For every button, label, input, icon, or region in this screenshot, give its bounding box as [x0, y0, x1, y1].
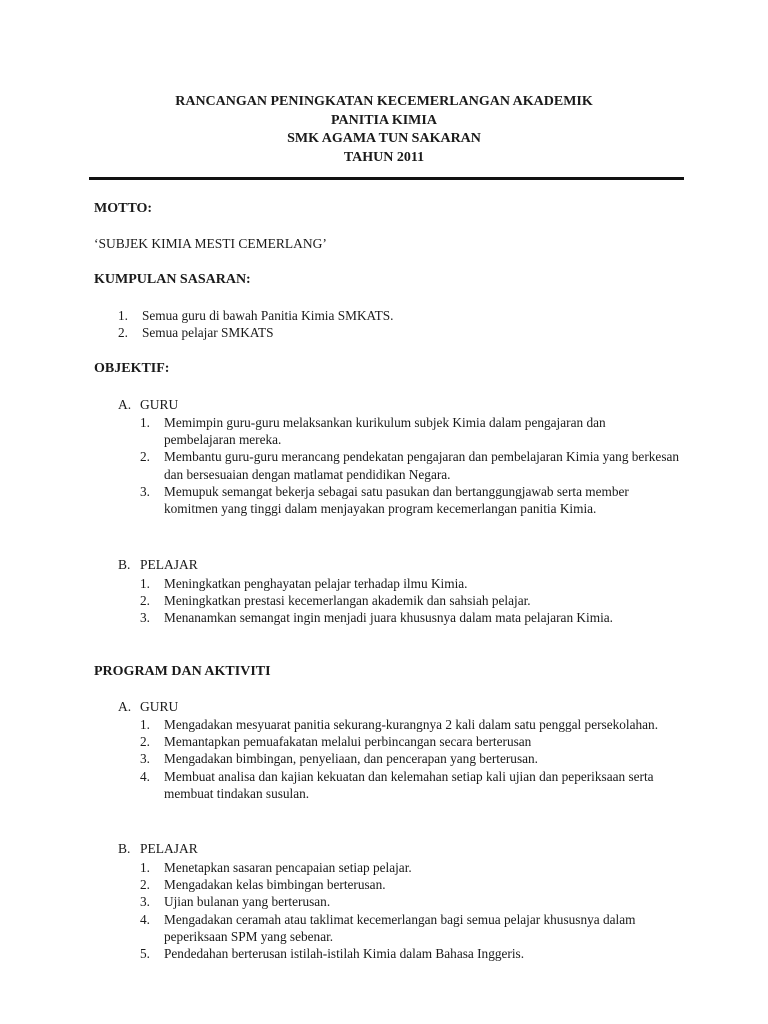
header-year: TAHUN 2011: [343, 149, 425, 165]
list-item: [140, 859, 680, 876]
list-item: [140, 945, 680, 962]
list-number: 1.: [140, 415, 150, 430]
list-text: Membantu guru-guru merancang pendekatan pengajaran dan pembelajaran Kimia yang berkesan dan bersesuaian dengan matlamat pendidikan Negara.: [164, 449, 680, 482]
list-number: 2.: [140, 593, 150, 609]
list-item: [118, 307, 678, 324]
list-text: Semua guru di bawah Panitia Kimia SMKATS.: [142, 308, 394, 323]
list-number: 5.: [140, 946, 150, 962]
list-text: Ujian bulanan yang berterusan.: [164, 894, 331, 910]
objektif-heading: OBJEKTIF:: [94, 361, 170, 376]
list-number: 1.: [140, 860, 150, 875]
motto-heading: MOTTO:: [94, 201, 153, 216]
objektif-pelajar-list: [140, 575, 680, 627]
list-item: [140, 911, 680, 945]
list-item: [140, 750, 680, 767]
list-number: 3.: [140, 894, 150, 910]
list-item: [140, 483, 680, 517]
list-text: Menetapkan sasaran pencapaian setiap pelajar.: [164, 860, 412, 875]
list-text: Membuat analisa dan kajian kekuatan dan kelemahan setiap kali ujian dan peperiksaan serta membuat tindakan susulan.: [164, 768, 654, 801]
program-guru-list: [140, 716, 680, 802]
list-number: 3.: [140, 751, 150, 767]
section-letter: B.: [118, 841, 131, 856]
list-item: [140, 733, 680, 750]
list-item: [140, 876, 680, 893]
list-number: 1.: [140, 576, 150, 591]
list-text: Meningkatkan prestasi kecemerlangan akademik dan sahsiah pelajar.: [164, 593, 531, 609]
list-item: [140, 768, 680, 802]
header-panel: PANITIA KIMIA: [331, 112, 437, 128]
list-item: [140, 414, 680, 448]
list-item: [140, 716, 680, 733]
list-text: Mengadakan kelas bimbingan berterusan.: [164, 877, 386, 893]
document-header: [0, 93, 768, 167]
list-text: Menanamkan semangat ingin menjadi juara khususnya dalam mata pelajaran Kimia.: [164, 610, 613, 626]
program-pelajar-list: [140, 859, 680, 962]
list-number: 1.: [140, 717, 150, 732]
list-text: Pendedahan berterusan istilah-istilah Kimia dalam Bahasa Inggeris.: [164, 946, 525, 962]
list-item: [140, 592, 680, 609]
list-number: 2.: [140, 449, 150, 465]
list-number: 2.: [140, 877, 150, 893]
list-item: [140, 448, 680, 482]
section-label: PELAJAR: [140, 841, 198, 856]
list-number: 3.: [140, 483, 150, 499]
kumpulan-sasaran-list: [118, 307, 678, 341]
list-number: 2.: [140, 734, 150, 750]
list-number: 4.: [140, 768, 150, 784]
list-item: [140, 609, 680, 626]
list-number: 4.: [140, 911, 150, 927]
list-text: Memupuk semangat bekerja sebagai satu pasukan dan bertanggungjawab serta member komitmen yang tinggi dalam menjayakan program kecemerlangan panitia Kimia.: [164, 483, 629, 517]
list-text: Meningkatkan penghayatan pelajar terhadap ilmu Kimia.: [164, 576, 468, 591]
list-number: 1.: [118, 308, 128, 323]
list-text: Semua pelajar SMKATS: [142, 325, 274, 341]
list-text: Memimpin guru-guru melaksankan kurikulum subjek Kimia dalam pengajaran dan pembelajaran mereka.: [164, 415, 606, 448]
section-letter: A.: [118, 699, 132, 714]
section-letter: A.: [118, 397, 132, 412]
section-label: PELAJAR: [140, 557, 198, 572]
list-text: Mengadakan bimbingan, penyeliaan, dan pencerapan yang berterusan.: [164, 751, 539, 767]
list-item: [118, 324, 678, 341]
objektif-guru-list: [140, 414, 680, 517]
list-number: 3.: [140, 610, 150, 626]
header-divider: [89, 177, 684, 180]
list-item: [140, 575, 680, 592]
header-school: SMK AGAMA TUN SAKARAN: [287, 131, 481, 146]
section-label: GURU: [140, 397, 179, 412]
list-text: Memantapkan pemuafakatan melalui perbincangan secara berterusan: [164, 734, 532, 750]
program-heading: PROGRAM DAN AKTIVITI: [94, 664, 271, 679]
list-text: Mengadakan ceramah atau taklimat kecemerlangan bagi semua pelajar khususnya dalam peperiksaan SPM yang sebenar.: [164, 911, 636, 944]
motto-text: ‘SUBJEK KIMIA MESTI CEMERLANG’: [94, 236, 327, 251]
objektif-guru-label: [118, 397, 178, 413]
header-title: RANCANGAN PENINGKATAN KECEMERLANGAN AKADEMIK: [175, 94, 593, 109]
list-text: Mengadakan mesyuarat panitia sekurang-kurangnya 2 kali dalam satu penggal persekolahan.: [164, 717, 659, 732]
list-item: [140, 893, 680, 910]
list-number: 2.: [118, 325, 128, 341]
program-guru-label: [118, 699, 178, 715]
program-pelajar-label: [118, 841, 198, 857]
kumpulan-sasaran-heading: KUMPULAN SASARAN:: [94, 272, 251, 287]
section-letter: B.: [118, 557, 131, 572]
section-label: GURU: [140, 699, 179, 714]
objektif-pelajar-label: [118, 557, 198, 573]
